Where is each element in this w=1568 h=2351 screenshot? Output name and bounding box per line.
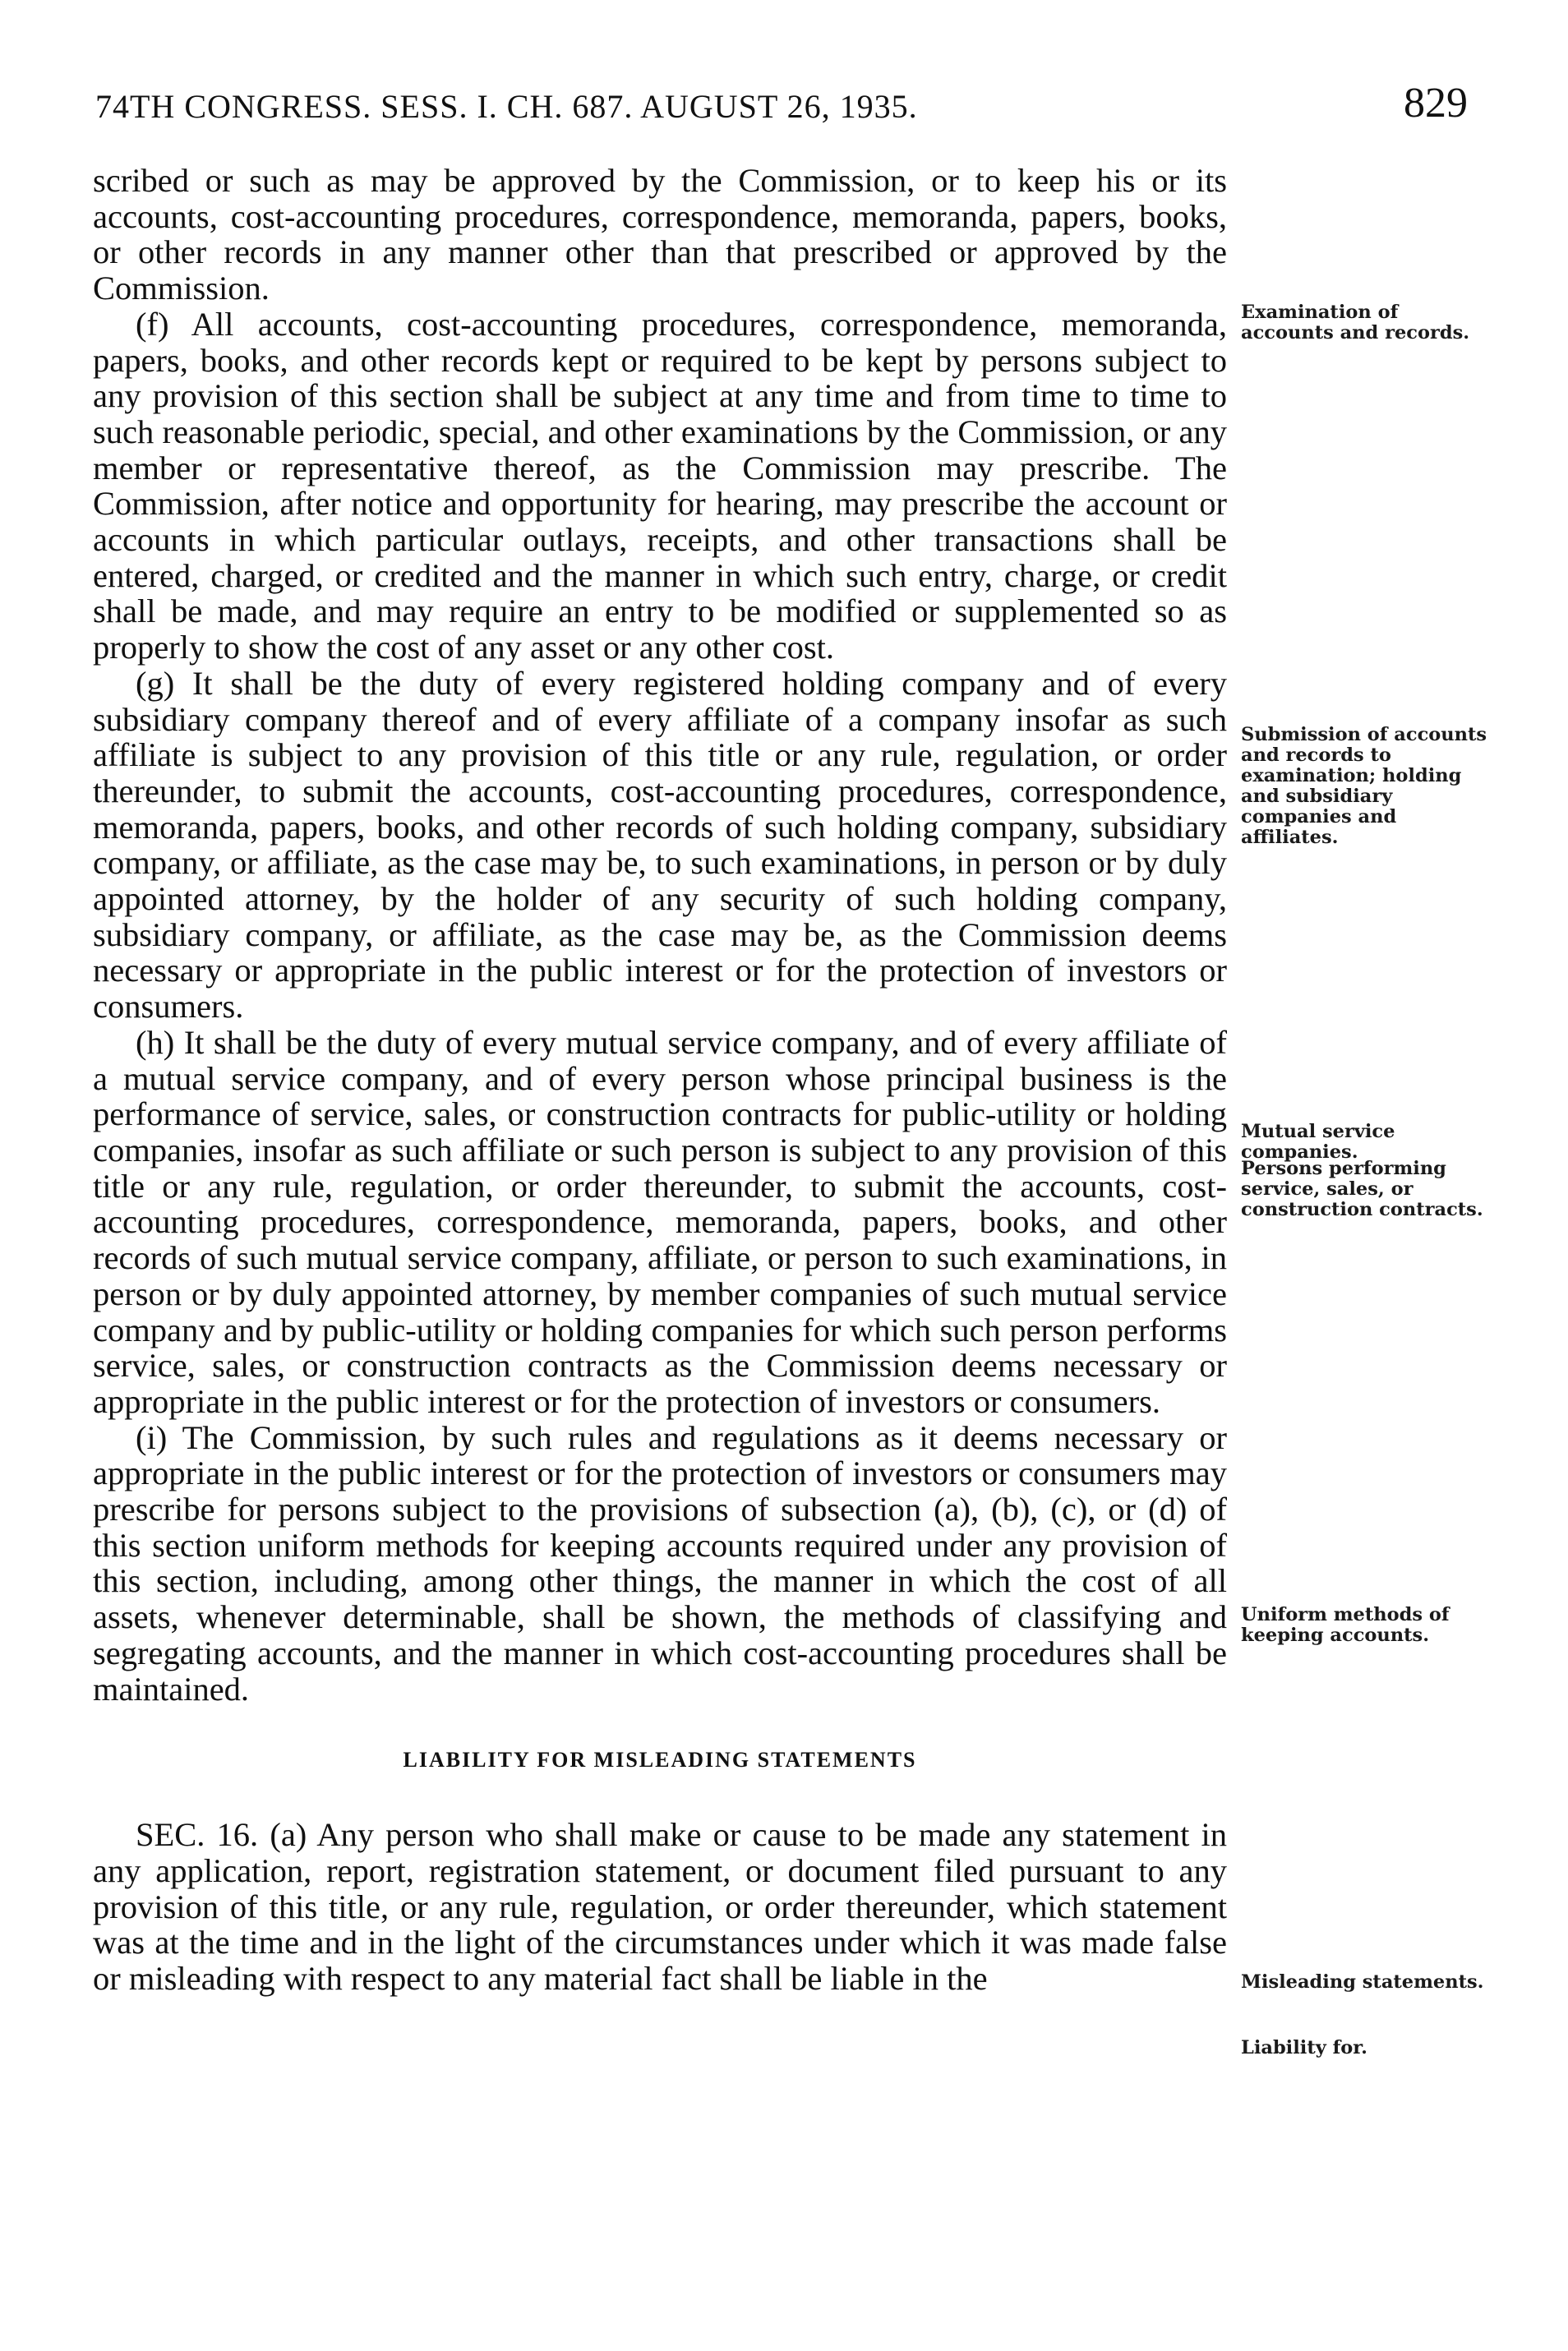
margin-note-liability: Liability for. <box>1241 2037 1367 2058</box>
paragraph-i: (i) The Commission, by such rules and regulations as it deems necessary or appropriate in the public interest or for the protection of investors or consumers may prescribe for persons subject to the provisions of subsection (a), (b), (c), or (d) of this section uniform methods for keeping accounts required under any provision of this section, including, among other things, the manner in which the cost of all assets, whenever determinable, shall be shown, the methods of classifying and segregating accounts, and the manner in which cost-accounting procedures shall be maintained. <box>93 1418 1227 1708</box>
margin-note-misleading: Misleading statements. <box>1241 1971 1484 1993</box>
margin-note-examination: Examination of accounts and records. <box>1241 302 1470 343</box>
margin-note-uniform-methods: Uniform methods of keeping accounts. <box>1241 1604 1450 1646</box>
running-head: 74TH CONGRESS. SESS. I. CH. 687. AUGUST 26, 1935. <box>95 88 918 125</box>
page-number: 829 <box>1404 80 1468 127</box>
page-header <box>95 79 1476 145</box>
section-16-paragraph: SEC. 16. (a) Any person who shall make or cause to be made any statement in any application, report, registration statement, or document filed pursuant to any provision of this title, or any rule, regulation, or order thereunder, which statement was at the time and in the light of the circumstances under which it was made false or misleading with respect to any material fact shall be liable in the <box>93 1816 1227 1998</box>
paragraph-g: (g) It shall be the duty of every registered holding company and of every subsidiary company thereof and of every affiliate of a company insofar as such affiliate is subject to any provision of this title or any rule, regulation, or order thereunder, to submit the accounts, cost-accounting procedures, correspondence, memoranda, papers, books, and other records of such holding company, subsidiary company, or affiliate, as the case may be, to such examinations, in person or by duly appointed attorney, by the holder of any security of such holding company, subsidiary company, or affiliate, as the case may be, as the Commission deems necessary or appropriate in the public interest or for the protection of investors or consumers. <box>93 664 1227 1026</box>
margin-note-persons-performing: Persons performing service, sales, or construction contracts. <box>1241 1158 1483 1220</box>
paragraph-f: (f) All accounts, cost-accounting procedures, correspondence, memoranda, papers, books, and other records kept or required to be kept by persons subject to any provision of this section shall be subject at any time and from time to time to such reasonable periodic, special, and other examinations by the Commission, or any member or representative thereof, as the Commission may prescribe. The Commission, after notice and opportunity for hearing, may prescribe the account or accounts in which particular outlays, receipts, and other transactions shall be entered, charged, or credited and the manner in which such entry, charge, or credit shall be made, and may require an entry to be modified or supplemented so as properly to show the cost of any asset or any other cost. <box>93 305 1227 666</box>
margin-note-mutual-service: Mutual service companies. <box>1241 1121 1395 1163</box>
margin-note-submission: Submission of accounts and records to examination; holding and subsidiary companies and affiliates. <box>1241 724 1487 848</box>
section-heading: LIABILITY FOR MISLEADING STATEMENTS <box>403 1748 917 1772</box>
paragraph-continued: scribed or such as may be approved by the Commission, or to keep his or its accounts, cost-accounting procedures, correspondence, memoranda, papers, books, or other records in any manner other than that prescribed or approved by the Commission. <box>93 162 1227 307</box>
statute-body <box>93 163 1227 1997</box>
paragraph-h: (h) It shall be the duty of every mutual service company, and of every affiliate of a mutual service company, and of every person whose principal business is the performance of service, sales, or construction contracts for public-utility or holding companies, insofar as such affiliate or such person is subject to any provision of this title or any rule, regulation, or order thereunder, to submit the accounts, cost-accounting procedures, correspondence, memoranda, papers, books, and other records of such mutual service company, affiliate, or person to such examinations, in person or by duly appointed attorney, by member companies of such mutual service company and by public-utility or holding companies for which such person performs service, sales, or construction contracts as the Commission deems necessary or appropriate in the public interest or for the protection of investors or consumers. <box>93 1023 1227 1420</box>
